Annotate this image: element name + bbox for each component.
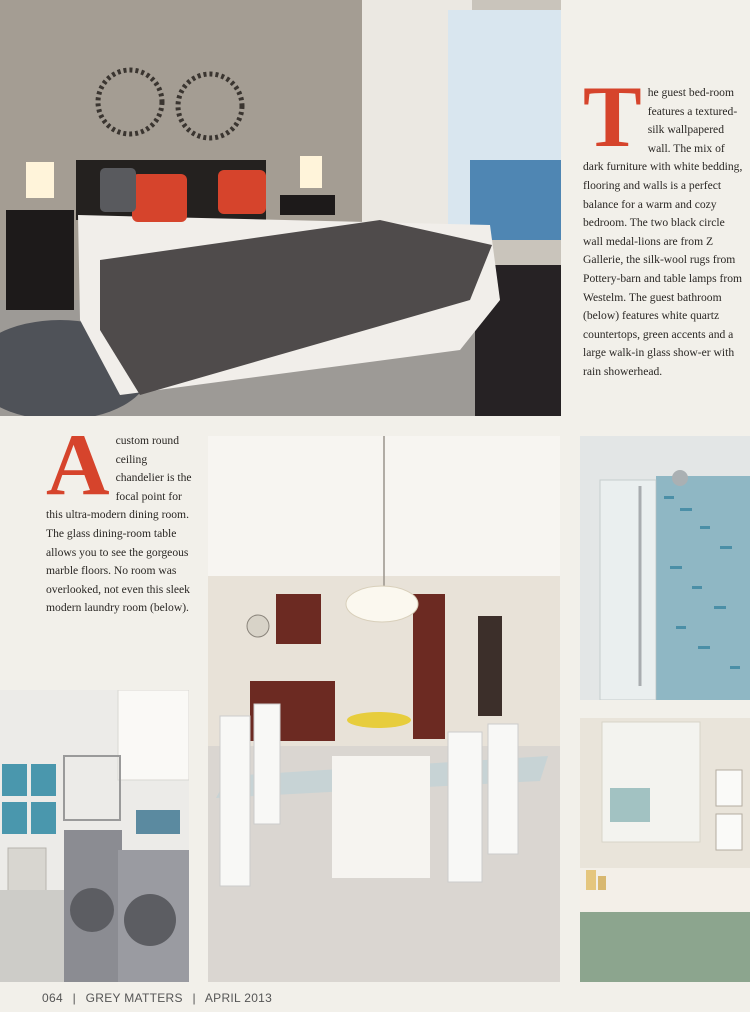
bedroom-text-block — [583, 69, 743, 382]
page-footer — [42, 991, 278, 1005]
dining-dropcap: A — [46, 417, 110, 514]
magazine-name: GREY MATTERS — [85, 991, 183, 1005]
bedroom-photo — [0, 0, 561, 416]
bedroom-paragraph: he guest bed-room features a textured- silk wallpapered wall. The mix of dark furniture with white bedding, flooring and walls is a perfect balance for a warm and cozy bedroom. The two black circle wall medal-lions are from Z Gallerie, the silk-wool rugs from Pottery-barn and table lamps from Westelm. The guest bathroom (below) features white quartz countertops, green accents and a large walk-in glass show-er with rain showerhead. — [583, 86, 743, 378]
dining-room-photo — [208, 436, 560, 982]
bedroom-dropcap: T — [583, 69, 642, 166]
shower-photo — [580, 436, 750, 700]
bathroom-vanity-photo — [580, 718, 750, 982]
footer-separator: | — [72, 991, 76, 1005]
dining-text-block — [46, 417, 192, 618]
page-number: 064 — [42, 991, 63, 1005]
dining-paragraph: custom round ceiling chandelier is the focal point for this ultra-modern dining room. The glass dining-room table allows you to see the gorgeous marble floors. No room was overlooked, not even this sleek modern laundry room (below). — [46, 434, 192, 615]
issue-date: APRIL 2013 — [204, 991, 273, 1005]
laundry-room-photo — [0, 690, 189, 982]
footer-separator: | — [192, 991, 196, 1005]
